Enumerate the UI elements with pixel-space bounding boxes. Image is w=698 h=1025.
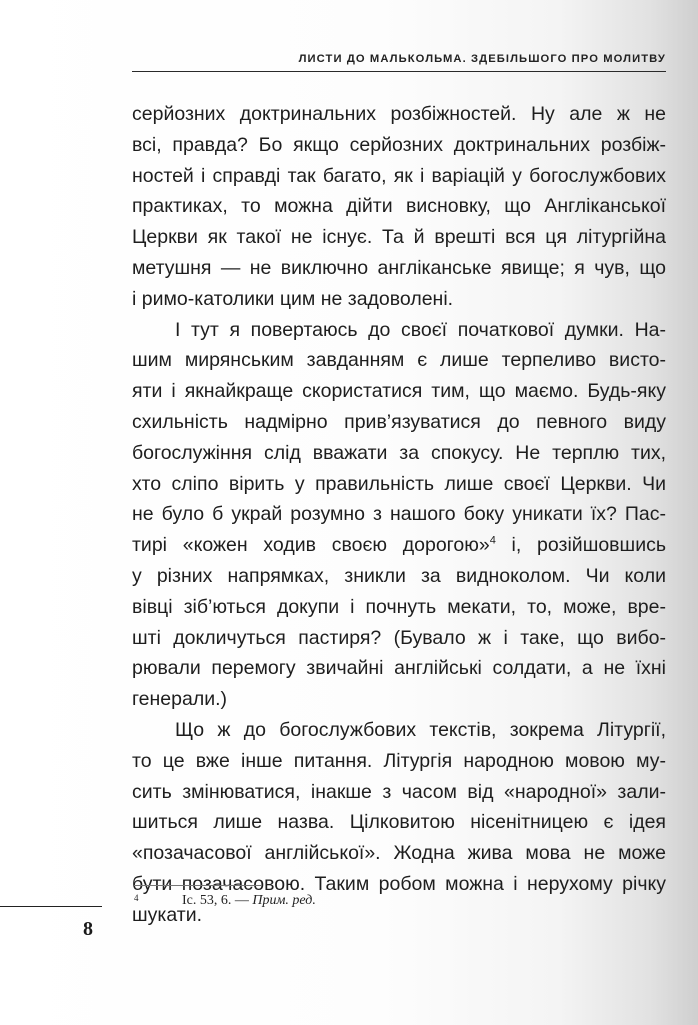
text-line: схильність надмірно прив’язуватися до певного виду (132, 410, 666, 433)
text-line: всі, правда? Бо якщо серйозних доктринальних розбіж- (132, 133, 666, 156)
text-line: яти і якнайкраще скористатися тим, що маємо. Будь-яку (132, 380, 666, 403)
text-segment: і, розійшовшись (495, 534, 666, 557)
text-line: Що ж до богослужбових текстів, зокрема Літургії, (175, 718, 666, 741)
text-line: Церкви як такої не існує. Та й врешті вся ця літургійна (132, 226, 666, 249)
text-line: сить змінюватися, інакше з часом від «народної» зали- (132, 780, 666, 803)
page-number-rule (0, 906, 102, 907)
text-segment: тирі «кожен ходив своєю дорогою» (132, 534, 490, 557)
text-line: генерали.) (132, 688, 228, 711)
text-line: бути позачасовою. Таким робом можна і нерухому річку (132, 872, 666, 895)
text-line-with-footnote (132, 530, 666, 561)
footnote-text (182, 893, 316, 909)
text-line: рювали перемогу звичайні англійські солдати, а не їхні (132, 657, 666, 680)
text-line: хто сліпо вірить у правильність лише своєї Церкви. Чи (132, 472, 666, 495)
body-text (132, 99, 666, 931)
text-line: шиться лише назва. Цілковитою нісенітницею є ідея (132, 811, 666, 834)
footnote-divider (134, 885, 262, 886)
text-line: не було б украй розумно з нашого боку уникати їх? Пас- (132, 503, 666, 526)
text-line: метушня — не виключно англіканське явище; я чув, що (132, 256, 666, 279)
text-line: і римо-католики цим не задоволені. (132, 287, 454, 310)
text-line: богослужіння слід вважати за спокусу. Не терплю тих, (132, 441, 666, 464)
footnote-number: 4 (134, 893, 139, 903)
footnote-marker: 4 (489, 534, 496, 547)
running-head (132, 47, 666, 72)
text-line: І тут я повертаюсь до своєї початкової думки. На- (175, 318, 666, 341)
text-line: шим мирянським завданням є лише терпеливо висто- (132, 349, 666, 372)
text-line: у різних напрямках, зникли за видноколом. Чи коли (132, 564, 666, 587)
text-line: «позачасової англійської». Жодна жива мова не може (132, 842, 666, 865)
footnote-editor-note: Прим. ред. (252, 893, 316, 908)
text-line: шті докличуться пастиря? (Бувало ж і таке, що вибо- (132, 626, 666, 649)
text-line: шукати. (132, 903, 203, 926)
text-line: вівці зіб’ються докупи і почнуть мекати, то, може, вре- (132, 595, 666, 618)
text-line: практиках, то можна дійти висновку, що Англіканської (132, 195, 666, 218)
text-line: то це вже інше питання. Літургія народною мовою му- (132, 749, 666, 772)
footnote-citation: Іс. 53, 6. — (182, 893, 253, 908)
text-line: ностей і справді так багато, як і варіацій у богослужбових (132, 164, 666, 187)
text-line: серйозних доктринальних розбіжностей. Ну але ж не (132, 103, 666, 125)
page-number: 8 (83, 918, 93, 940)
running-head-title: ЛИСТИ ДО МАЛЬКОЛЬМА. ЗДЕБІЛЬШОГО ПРО МОЛИТВУ (298, 53, 666, 65)
